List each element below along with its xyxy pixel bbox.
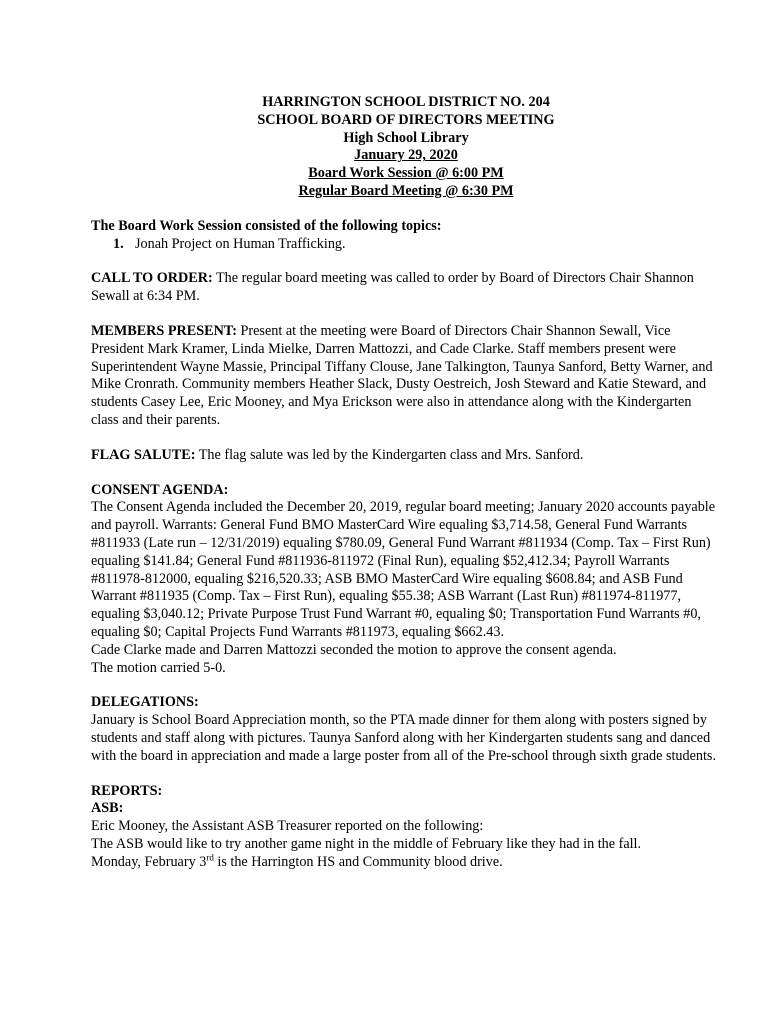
- blood-drive-ordinal: rd: [206, 851, 214, 862]
- reports-heading: REPORTS:: [91, 782, 163, 799]
- work-session-time: Board Work Session @ 6:00 PM: [308, 165, 504, 182]
- topic-text: Jonah Project on Human Trafficking.: [135, 235, 346, 252]
- consent-agenda-heading: CONSENT AGENDA:: [91, 481, 229, 498]
- members-present-section: [91, 323, 721, 430]
- delegations-heading: DELEGATIONS:: [91, 694, 199, 711]
- flag-salute-heading: FLAG SALUTE:: [91, 446, 196, 463]
- reports-section: [91, 783, 721, 872]
- work-session-section: [91, 218, 721, 254]
- meeting-date: January 29, 2020: [354, 147, 458, 164]
- work-session-heading: The Board Work Session consisted of the following topics:: [91, 217, 442, 234]
- asb-intro: Eric Mooney, the Assistant ASB Treasurer reported on the following:: [91, 818, 484, 835]
- call-to-order-section: [91, 270, 721, 306]
- members-present-heading: MEMBERS PRESENT:: [91, 322, 237, 339]
- work-session-topic: [91, 236, 721, 254]
- consent-agenda-motion: Cade Clarke made and Darren Mattozzi seconded the motion to approve the consent agenda.: [91, 641, 617, 658]
- document-header: [91, 94, 721, 201]
- consent-agenda-section: [91, 482, 721, 678]
- delegations-text: January is School Board Appreciation month, so the PTA made dinner for them along with posters signed by students and staff along with pictures. Taunya Sanford along with her Kindergarten students sang and danced with the board in appreciation and made a large poster from all of the Pre-school through sixth grade students.: [91, 712, 716, 764]
- topic-number: 1.: [113, 235, 124, 252]
- asb-blood-drive: [91, 851, 721, 872]
- flag-salute-section: [91, 447, 721, 465]
- regular-meeting-time: Regular Board Meeting @ 6:30 PM: [298, 182, 514, 199]
- consent-agenda-result: The motion carried 5-0.: [91, 659, 226, 676]
- asb-game-night: The ASB would like to try another game night in the middle of February like they had in the fall.: [91, 835, 642, 852]
- blood-drive-date: Monday, February 3: [91, 853, 207, 870]
- consent-agenda-text: The Consent Agenda included the December 20, 2019, regular board meeting; January 2020 accounts payable and payroll. Warrants: General Fund BMO MasterCard Wire equaling $3,714.58, General Fund Warrants #811933 (Late run – 12/31/2019) equaling $780.09, General Fund Warrant #811934 (Comp. Tax – First Run) equaling $141.84; General Fund #811936-811972 (Final Run), equaling $52,412.34; Payroll Warrants #811978-812000, equaling $216,520.33; ASB BMO MasterCard Wire equaling $608.84; and ASB Fund Warrant #811935 (Comp. Tax – First Run), equaling $55.38; ASB Warrant (Last Run) #811974-811977, equaling $3,040.12; Private Purpose Trust Fund Warrant #0, equaling $0; Transportation Fund Warrants #0, equaling $0; Capital Projects Fund Warrants #811973, equaling $662.43.: [91, 499, 716, 640]
- blood-drive-text: is the Harrington HS and Community blood drive.: [213, 853, 503, 870]
- asb-heading: ASB:: [91, 800, 124, 817]
- delegations-section: [91, 694, 721, 765]
- document-body: [91, 94, 721, 888]
- district-name: HARRINGTON SCHOOL DISTRICT NO. 204: [262, 94, 550, 110]
- flag-salute-text: The flag salute was led by the Kindergarten class and Mrs. Sanford.: [195, 446, 584, 463]
- members-present-text: Present at the meeting were Board of Directors Chair Shannon Sewall, Vice President Mark Kramer, Linda Mielke, Darren Mattozzi, and Cade Clarke. Staff members present were Superintendent Wayne Massie, Principal Tiffany Clouse, Jane Talkington, Taunya Sanford, Betty Warner, and Mike Cronrath. Community members Heather Slack, Dusty Oestreich, Josh Steward and Katie Steward, and students Casey Lee, Eric Mooney, and Mya Erickson were also in attendance along with the Kindergarten class and their parents.: [91, 322, 713, 428]
- call-to-order-text: The regular board meeting was called to order by Board of Directors Chair Shannon Sewall at 6:34 PM.: [91, 270, 694, 305]
- meeting-location: High School Library: [343, 129, 469, 146]
- call-to-order-heading: CALL TO ORDER:: [91, 270, 213, 287]
- meeting-title: SCHOOL BOARD OF DIRECTORS MEETING: [257, 111, 555, 128]
